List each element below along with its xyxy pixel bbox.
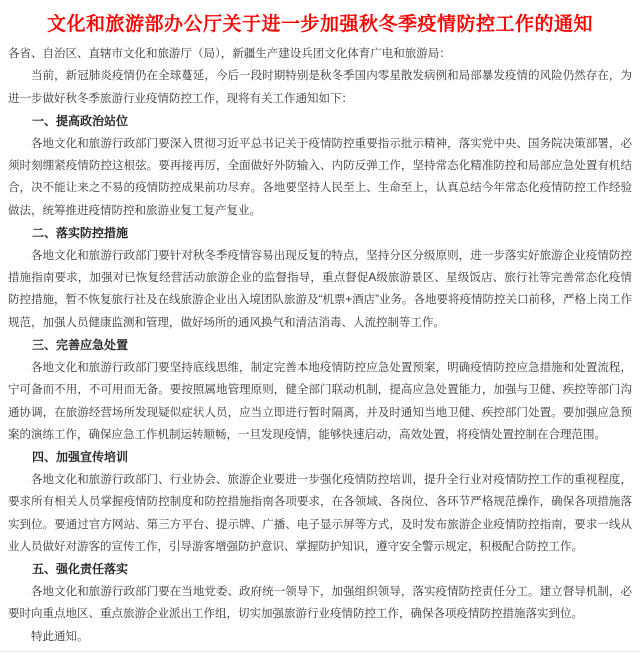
notice-section <box>8 222 632 334</box>
section-heading: 五、强化责任落实 <box>32 562 129 577</box>
section-body: 各地文化和旅游行政部门要在当地党委、政府统一领导下，加强组织领导，落实疫情防控责任分工。建立督导机制，必要时向重点地区、重点旅游企业派出工作组，切实加强旅游行业疫情防控工作，确保各项疫情防控措施落实到位。 <box>8 585 632 621</box>
section-heading: 四、加强宣传培训 <box>32 450 129 465</box>
notice-section <box>8 558 632 625</box>
notice-section <box>8 446 632 558</box>
section-heading: 二、落实防控措施 <box>32 226 129 241</box>
closing-line: 特此通知。 <box>31 630 89 643</box>
notice-section <box>8 334 632 446</box>
section-heading: 一、提高政治站位 <box>32 114 129 129</box>
section-body: 各地文化和旅游行政部门要深入贯彻习近平总书记关于疫情防控重要指示批示精神，落实党中央、国务院决策部署，必须时刻绷紧疫情防控这根弦。要再接再厉，全面做好外防输入、内防反弹工作，坚持常态化精准防控和局部应急处置有机结合，决不能让来之不易的疫情防控成果前功尽弃。各地要坚持人民至上、生命至上，认真总结今年常态化疫情防控工作经验做法，统筹推进疫情防控和旅游业复工复产复业。 <box>8 137 632 217</box>
sections-container <box>8 110 632 625</box>
bottom-divider <box>0 651 640 652</box>
section-body: 各地文化和旅游行政部门要针对秋冬季疫情容易出现反复的特点，坚持分区分级原则，进一步落实好旅游企业疫情防控措施指南要求，加强对已恢复经营活动旅游企业的监督指导，重点督促A级旅游景区、星级饭店、旅行社等完善常态化疫情防控措施，暂不恢复旅行社及在线旅游企业出入境团队旅游及“机票+酒店”业务。各地要将疫情防控关口前移，严格上岗工作规范，加强人员健康监测和管理，做好场所的通风换气和清洁消毒、人流控制等工作。 <box>8 249 632 329</box>
notice-section <box>8 110 632 222</box>
intro-paragraph: 当前，新冠肺炎疫情仍在全球蔓延，今后一段时期特别是秋冬季国内零星散发病例和局部暴发疫情的风险仍然存在，为进一步做好秋冬季旅游行业疫情防控工作，现将有关工作通知如下： <box>8 70 632 105</box>
section-heading: 三、完善应急处置 <box>32 338 129 353</box>
section-body: 各地文化和旅游行政部门、行业协会、旅游企业要进一步强化疫情防控培训，提升全行业对疫情防控工作的重视程度，要求所有相关人员掌握疫情防控制度和防控措施指南各项要求，在各领域、各岗位、各环节严格规范操作，确保各项措施落实到位。要通过官方网站、第三方平台、提示牌、广播、电子显示屏等方式，及时发布旅游企业疫情防控指南，要求一线从业人员做好对游客的宣传工作，引导游客增强防护意识、掌握防护知识，遵守安全警示规定，积极配合防控工作。 <box>8 473 632 553</box>
salutation-line: 各省、自治区、直辖市文化和旅游厅（局），新疆生产建设兵团文化体育广电和旅游局： <box>8 48 451 60</box>
notice-title: 文化和旅游部办公厅关于进一步加强秋冬季疫情防控工作的通知 <box>46 14 593 35</box>
section-body: 各地文化和旅游行政部门要坚持底线思维，制定完善本地疫情防控应急处置预案，明确疫情防控应急措施和处置流程，宁可备而不用，不可用而无备。要按照属地管理原则，健全部门联动机制，提高应急处置能力，加强与卫健、疾控等部门沟通协调，在旅游经营场所发现疑似症状人员，应当立即进行暂时隔离，并及时通知当地卫健、疾控部门处置。要加强应急预案的演练工作，确保应急工作机制运转顺畅，一旦发现疫情，能够快速启动，高效处置，将疫情处置控制在合理范围。 <box>8 361 632 441</box>
